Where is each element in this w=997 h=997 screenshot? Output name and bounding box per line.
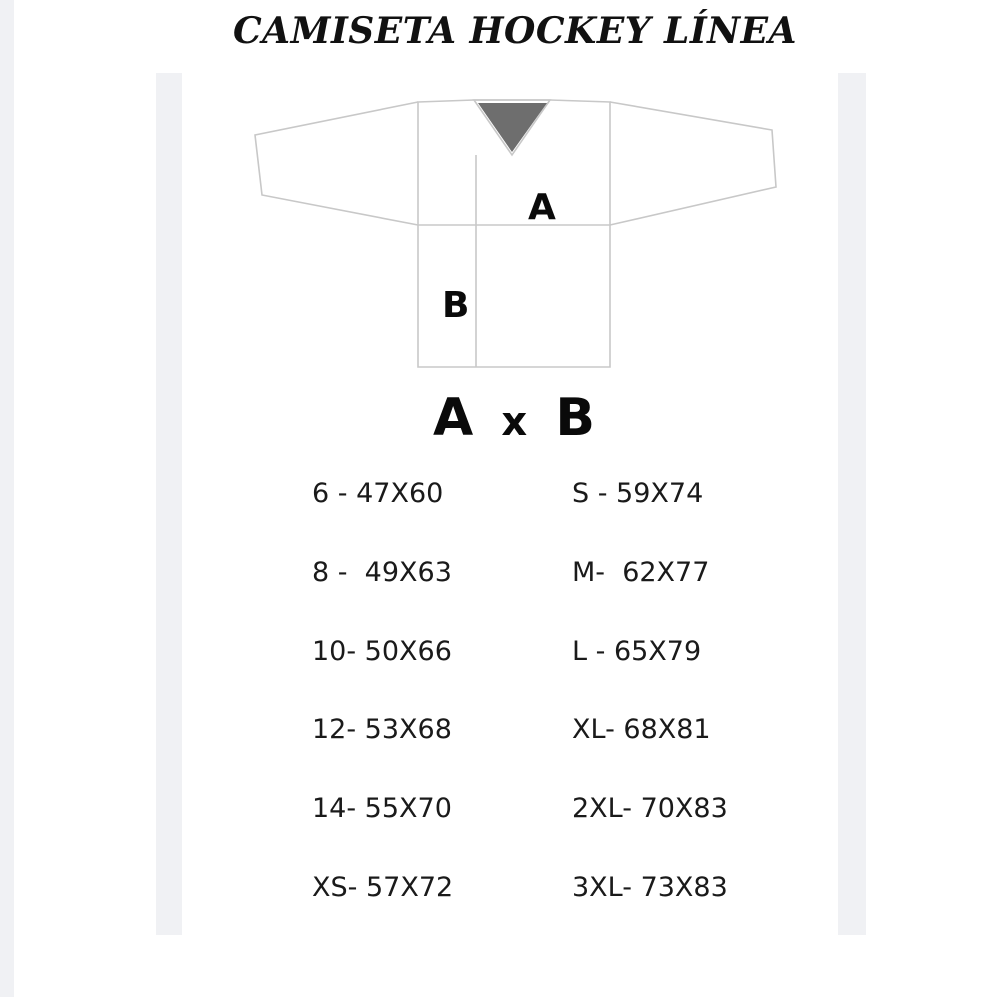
size-entry: 6 - 47X60 (312, 478, 444, 509)
size-entry: 14- 55X70 (312, 793, 452, 825)
jersey-diagram (250, 95, 780, 375)
left-edge-strip (0, 0, 14, 997)
size-row (312, 472, 772, 551)
collar-shape (478, 103, 547, 152)
formula-x: x (501, 399, 530, 445)
right-panel-strip (838, 73, 866, 935)
size-entry: S - 59X74 (572, 478, 704, 509)
size-entry: XS- 57X72 (312, 871, 454, 903)
size-row (312, 866, 772, 945)
size-entry: XL- 68X81 (572, 714, 711, 746)
size-table (312, 472, 772, 945)
size-row (312, 787, 772, 866)
size-entry: 2XL- 70X83 (572, 793, 728, 825)
size-row (312, 551, 772, 630)
size-row (312, 630, 772, 709)
size-row (312, 708, 772, 787)
size-entry: L - 65X79 (572, 635, 702, 667)
label-a: A (528, 187, 556, 228)
formula-a: A (433, 388, 476, 448)
left-sleeve (255, 102, 418, 225)
measurement-formula (0, 388, 997, 448)
formula-b: B (555, 388, 597, 448)
size-entry: 10- 50X66 (312, 635, 452, 667)
label-b: B (442, 285, 470, 326)
size-entry: 8 - 49X63 (312, 556, 452, 588)
size-entry: 3XL- 73X83 (572, 871, 728, 903)
size-entry: M- 62X77 (572, 556, 710, 588)
left-panel-strip (156, 73, 182, 935)
right-sleeve (610, 102, 776, 225)
size-entry: 12- 53X68 (312, 714, 452, 746)
page-title: CAMISETA HOCKEY LÍNEA (233, 10, 797, 52)
